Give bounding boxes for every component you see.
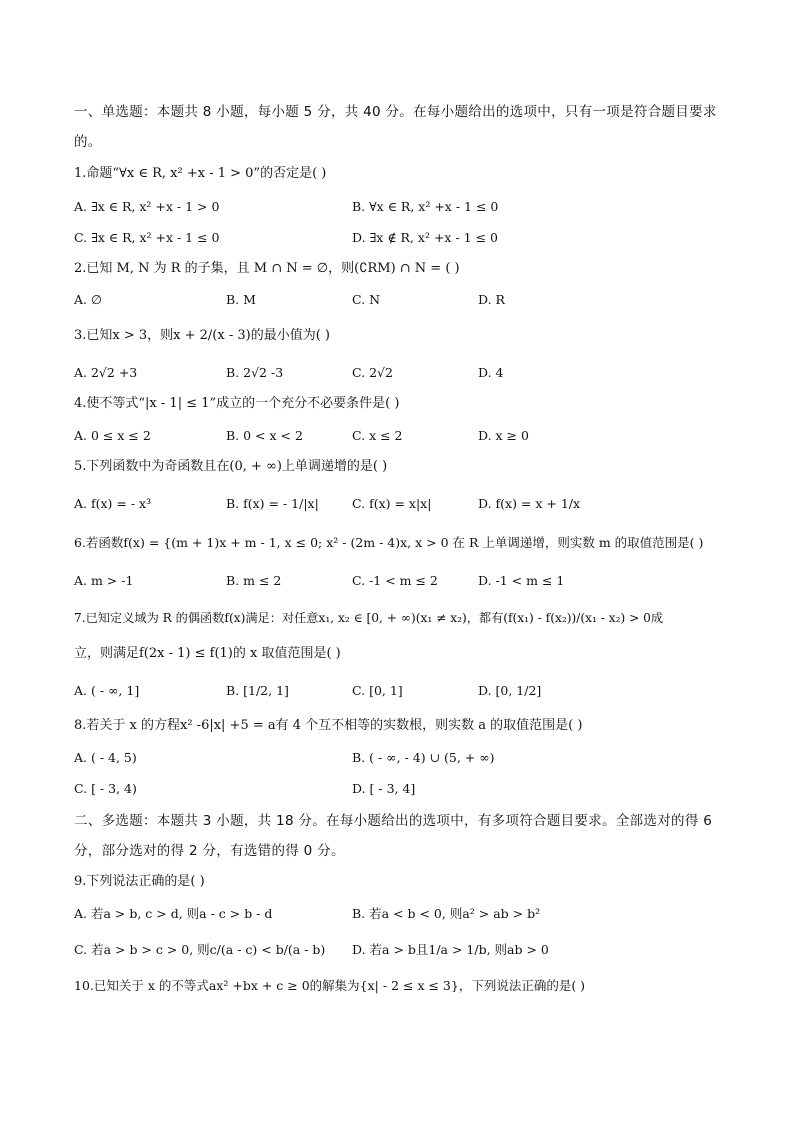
question-1-option-c: C. ∃x ∈ R, x² +x - 1 ≤ 0 [74, 230, 220, 245]
question-9-option-c: C. 若a > b > c > 0, 则c/(a - c) < b/(a - b) [74, 942, 326, 957]
section1-heading-line1: 一、单选题：本题共 8 小题，每小题 5 分，共 40 分。在每小题给出的选项中，只有一项是符合题目要求 [74, 104, 717, 120]
question-6-option-c: C. -1 < m ≤ 2 [352, 573, 438, 588]
section2-heading-line1: 二、多选题：本题共 3 小题，共 18 分。在每小题给出的选项中，有多项符合题目要求。全部选对的得 6 [74, 813, 713, 829]
question-6-option-b: B. m ≤ 2 [226, 573, 282, 588]
question-2-option-d: D. R [478, 292, 505, 307]
question-2-option-c: C. N [352, 292, 381, 307]
question-8-stem: 8.若关于 x 的方程x² -6|x| +5 = a有 4 个互不相等的实数根，则实数 a 的取值范围是( ) [74, 718, 583, 733]
question-4-option-a: A. 0 ≤ x ≤ 2 [74, 428, 151, 443]
question-4-option-d: D. x ≥ 0 [478, 428, 529, 443]
question-8-option-c: C. [ - 3, 4) [74, 781, 137, 796]
section2-heading-line2: 分，部分选对的得 2 分，有选错的得 0 分。 [74, 843, 345, 859]
question-8-option-b: B. ( - ∞, - 4) ∪ (5, + ∞) [352, 750, 495, 765]
question-6-option-a: A. m > -1 [74, 573, 134, 588]
question-7-option-c: C. [0, 1] [352, 683, 403, 698]
question-4-option-b: B. 0 < x < 2 [226, 428, 303, 443]
question-10-stem: 10.已知关于 x 的不等式ax² +bx + c ≥ 0的解集为{x| - 2 ≤ x ≤ 3}，下列说法正确的是( ) [74, 978, 586, 993]
question-1-option-b: B. ∀x ∈ R, x² +x - 1 ≤ 0 [352, 199, 499, 214]
section1-heading-line2: 的。 [74, 134, 102, 150]
question-7-option-d: D. [0, 1/2] [478, 683, 542, 698]
question-3-option-d: D. 4 [478, 365, 504, 380]
question-7-stem-continued: 立，则满足f(2x - 1) ≤ f(1)的 x 取值范围是( ) [74, 646, 341, 661]
question-1-option-a: A. ∃x ∈ R, x² +x - 1 > 0 [74, 199, 220, 214]
question-4-stem: 4.使不等式“|x - 1| ≤ 1”成立的一个充分不必要条件是( ) [74, 396, 400, 411]
question-1-option-d: D. ∃x ∉ R, x² +x - 1 ≤ 0 [352, 230, 498, 245]
question-1-stem: 1.命题“∀x ∈ R, x² +x - 1 > 0”的否定是( ) [74, 166, 327, 181]
question-2-option-a: A. ∅ [74, 292, 102, 307]
question-9-option-a: A. 若a > b, c > d, 则a - c > b - d [74, 906, 273, 921]
question-2-option-b: B. M [226, 292, 256, 307]
question-3-option-c: C. 2√2 [352, 365, 393, 380]
question-7-stem: 7.已知定义域为 R 的偶函数f(x)满足：对任意x₁, x₂ ∈ [0, + ∞)(x₁ ≠ x₂)，都有(f(x₁) - f(x₂))/(x₁ - x₂) > 0成 [74, 611, 664, 625]
question-2-stem: 2.已知 M, N 为 R 的子集，且 M ∩ N = ∅，则(∁RM) ∩ N = ( ) [74, 261, 460, 276]
question-9-option-b: B. 若a < b < 0, 则a² > ab > b² [352, 906, 541, 921]
question-5-option-a: A. f(x) = - x³ [74, 496, 152, 511]
question-3-stem: 3.已知x > 3，则x + 2/(x - 3)的最小值为( ) [74, 328, 330, 343]
question-6-option-d: D. -1 < m ≤ 1 [478, 573, 565, 588]
question-5-stem: 5.下列函数中为奇函数且在(0, + ∞)上单调递增的是( ) [74, 459, 388, 474]
question-5-option-b: B. f(x) = - 1/|x| [226, 496, 319, 511]
question-3-option-a: A. 2√2 +3 [74, 365, 138, 380]
question-6-stem: 6.若函数f(x) = {(m + 1)x + m - 1, x ≤ 0; x² - (2m - 4)x, x > 0 在 R 上单调递增，则实数 m 的取值范围是( ) [74, 535, 704, 550]
question-8-option-d: D. [ - 3, 4] [352, 781, 416, 796]
question-8-option-a: A. ( - 4, 5) [74, 750, 137, 765]
question-5-option-d: D. f(x) = x + 1/x [478, 496, 581, 511]
question-4-option-c: C. x ≤ 2 [352, 428, 403, 443]
question-9-option-d: D. 若a > b且1/a > 1/b, 则ab > 0 [352, 942, 549, 957]
question-9-stem: 9.下列说法正确的是( ) [74, 874, 205, 889]
question-5-option-c: C. f(x) = x|x| [352, 496, 432, 511]
question-3-option-b: B. 2√2 -3 [226, 365, 284, 380]
question-7-option-a: A. ( - ∞, 1] [74, 683, 140, 698]
question-7-option-b: B. [1/2, 1] [226, 683, 289, 698]
